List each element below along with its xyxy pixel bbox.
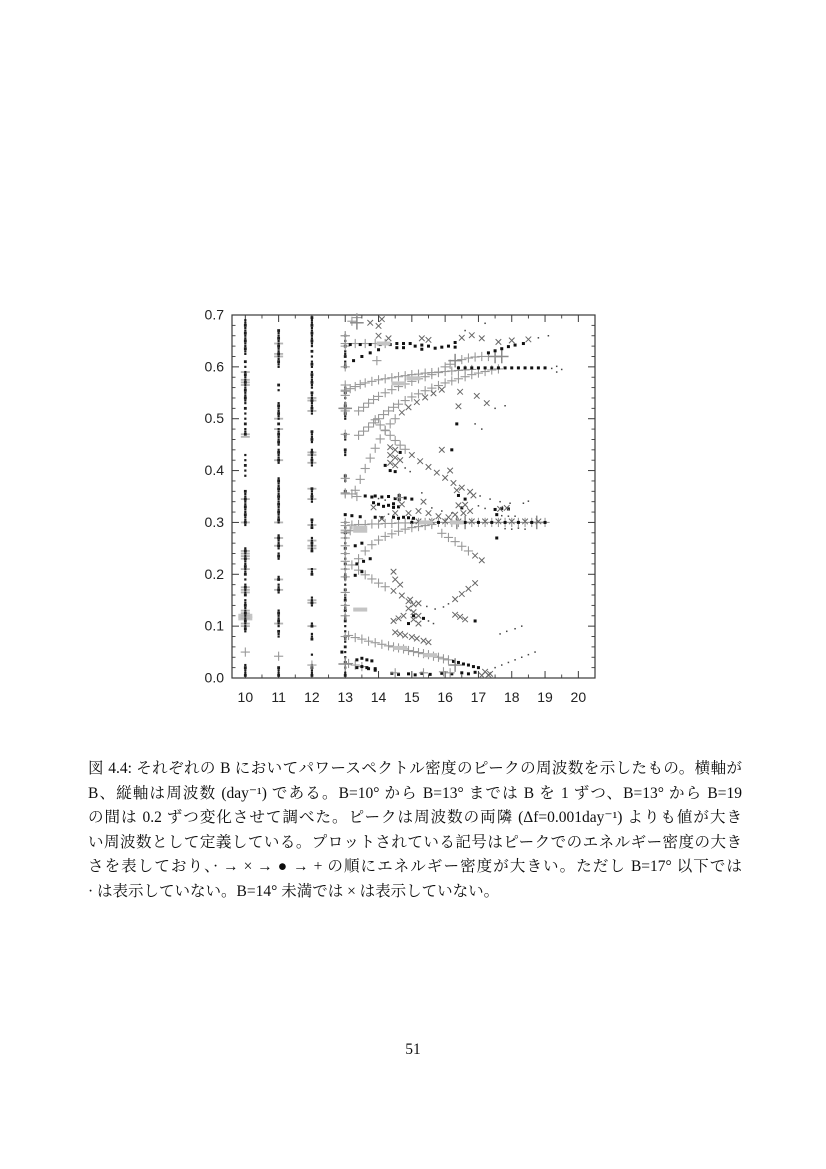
- caption-line: い周波数として定義している。プロットされている記号はピークでのエネルギー密度の大き: [88, 833, 742, 851]
- svg-text:0.4: 0.4: [204, 462, 224, 479]
- scatter-plot: [170, 295, 620, 715]
- svg-text:0.3: 0.3: [204, 513, 224, 530]
- svg-text:15: 15: [404, 689, 420, 705]
- caption-line: の間は 0.2 ずつ変化させて調べた。ピークは周波数の両隣 (Δf=0.001day⁻¹) よりも値が大き: [88, 809, 742, 827]
- caption-line: · は表示していない。B=14° 未満では × は表示していない。: [88, 882, 500, 900]
- caption-line: B、縦軸は周波数 (day⁻¹) である。B=10° から B=13° までは B を 1 ずつ、B=13° から B=19: [88, 784, 742, 802]
- svg-text:12: 12: [304, 689, 320, 705]
- svg-text:16: 16: [437, 689, 453, 705]
- page-number: 51: [405, 1041, 421, 1058]
- figure-4-4: [170, 295, 620, 715]
- svg-text:10: 10: [237, 689, 254, 705]
- svg-text:11: 11: [271, 689, 286, 705]
- svg-text:0.2: 0.2: [204, 565, 224, 582]
- svg-text:0.6: 0.6: [204, 358, 224, 375]
- svg-text:0.5: 0.5: [204, 410, 224, 427]
- svg-text:0.7: 0.7: [204, 306, 224, 323]
- svg-text:0.1: 0.1: [204, 617, 224, 634]
- svg-text:17: 17: [470, 689, 487, 705]
- svg-text:0.0: 0.0: [204, 669, 224, 686]
- svg-text:13: 13: [337, 689, 354, 705]
- figure-caption: [88, 757, 742, 905]
- svg-text:19: 19: [537, 689, 553, 705]
- svg-text:20: 20: [570, 689, 587, 705]
- caption-line: さを表しており、· → × → ● → + の順にエネルギー密度が大きい。ただし B=17° 以下では: [88, 858, 742, 876]
- svg-text:18: 18: [503, 689, 520, 705]
- svg-text:14: 14: [370, 689, 387, 705]
- caption-line: 図 4.4: それぞれの B においてパワースペクトル密度のピークの周波数を示したもの。横軸が: [88, 760, 742, 777]
